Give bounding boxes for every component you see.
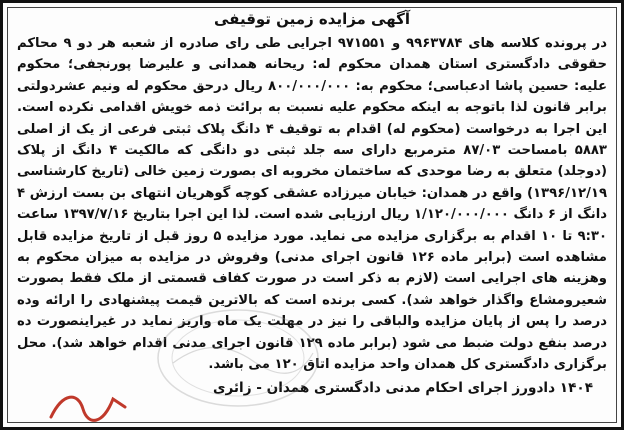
- notice-signature: ۱۴۰۴ دادورز اجرای احکام مدنی دادگستری همدان - زائری: [213, 379, 593, 396]
- notice-title: آگهی مزایده زمین توقیفی: [213, 10, 411, 28]
- notice-body: در پرونده کلاسه های ۹۹۶۳۷۸۴ و ۹۷۱۵۵۱ اجرایی طی رای صادره از شعبه هر دو ۹ محاکم حقوقی دادگستری استان همدان محکوم له: ریحانه همدانی و علیرضا پورنجفی؛ محکوم علیه: حسین پاشا ادعباسی؛ محکوم به: ۸۰۰/۰۰۰/۰۰۰ ریال درحق محکوم له ونیم عشردولتی برابر قانون لذا باتوجه به اینکه محکوم علیه نسبت به برائت ذمه خویش اقدامی نکرده است. این اجرا به درخواست (محکوم له) اقدام به توقیف ۴ دانگ پلاک ثبتی فرعی از یک از اصلی ۵۸۸۳ بامساحت ۸۷/۰۳ مترمربع دارای سه جلد ثبتی دو دانگی که مالکیت ۴ دانگ از پلاک (دوجلد) متعلق به رضا موحدی که ساختمان مخروبه ای بصورت زمین خالی (تاریخ کارشناسی ۱۳۹۶/۱۲/۱۹) واقع در همدان: خیابان میرزاده عشقی کوچه گوهریان انتهای بن بست ارزش ۴ دانگ از ۶ دانگ ۱/۱۲۰/۰۰۰/۰۰۰ ریال ارزیابی شده است. لذا این اجرا بتاریخ ۱۳۹۷/۷/۱۶ ساعت ۹:۳۰ تا ۱۰ اقدام به برگزاری مزایده می نماید. مورد مزایده ۵ روز قبل از تاریخ مزایده قابل مشاهده است (برابر ماده ۱۲۶ قانون اجرای مدنی) وفروش در مزایده به میزان محکوم به وهزینه های اجرایی است (لازم به ذکر است در صورت کفاف قسمتی از ملک فقط بصورت شعیرومشاع واگذار خواهد شد). کسی برنده است که بالاترین قیمت پیشنهادی را ارائه وده درصد را پس از پایان مزایده والباقی را نیز در مهلت یک ماه واریز نماید در غیراینصورت ده درصد بنفع دولت ضبط می شود (برابر ماده ۱۲۹ قانون اجرای مدنی اقدام خواهد شد). محل برگزاری دادگستری کل همدان واحد مزایده اتاق ۱۲۰ می باشد.: [17, 36, 608, 373]
